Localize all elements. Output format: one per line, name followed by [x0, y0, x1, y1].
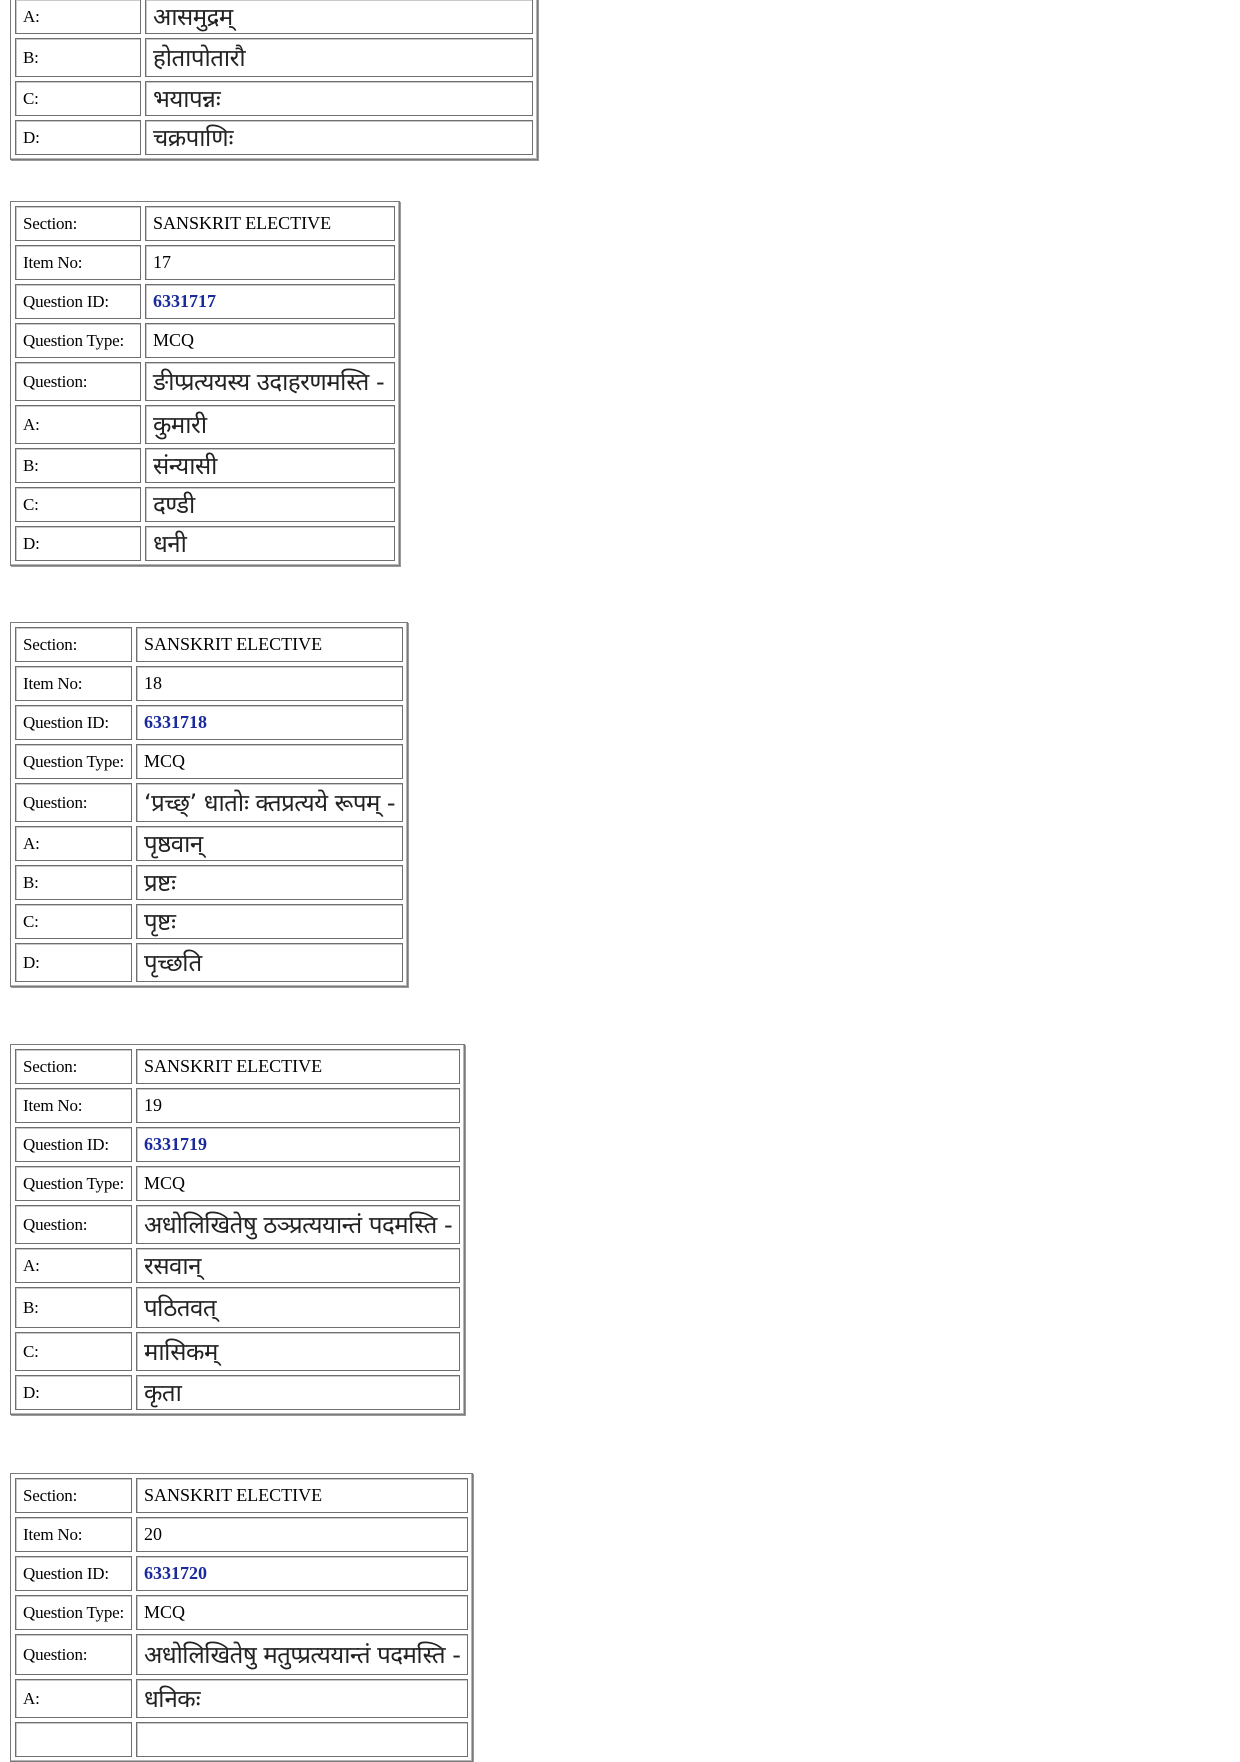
- question-type-label: Question Type:: [15, 744, 132, 779]
- option-c-label: C:: [15, 487, 141, 522]
- option-a-value: रसवान्: [136, 1248, 460, 1283]
- question-id-label: Question ID:: [15, 705, 132, 740]
- option-c-label: C:: [15, 1332, 132, 1371]
- option-a-label: A:: [15, 1248, 132, 1283]
- option-d-label: D:: [15, 1375, 132, 1410]
- item-no-label: Item No:: [15, 1517, 132, 1552]
- question-label: Question:: [15, 783, 132, 822]
- question-type-label: Question Type:: [15, 1166, 132, 1201]
- option-b-value: होतापोतारौ: [145, 38, 533, 77]
- option-b-value: प्रष्टः: [136, 865, 403, 900]
- question-table-19: [10, 1044, 465, 1415]
- option-a-label: A:: [15, 405, 141, 444]
- option-b-value: संन्यासी: [145, 448, 395, 483]
- question-type-value: MCQ: [145, 323, 395, 358]
- question-id-value: 6331717: [145, 284, 395, 319]
- option-b-label: B:: [15, 448, 141, 483]
- question-table-18: [10, 622, 408, 987]
- question-id-label: Question ID:: [15, 1127, 132, 1162]
- section-label: Section:: [15, 206, 141, 241]
- option-d-label: D:: [15, 120, 141, 155]
- item-no-value: 19: [136, 1088, 460, 1123]
- option-b-value: पठितवत्: [136, 1287, 460, 1328]
- question-type-label: Question Type:: [15, 323, 141, 358]
- section-value: SANSKRIT ELECTIVE: [136, 1478, 468, 1513]
- option-b-label: B:: [15, 1287, 132, 1328]
- question-id-label: Question ID:: [15, 1556, 132, 1591]
- item-no-label: Item No:: [15, 245, 141, 280]
- question-text: ङीप्प्रत्ययस्य उदाहरणमस्ति -: [145, 362, 395, 401]
- question-table-20: [10, 1473, 473, 1762]
- item-no-value: 18: [136, 666, 403, 701]
- question-text: ‘प्रच्छ्’ धातोः क्तप्रत्यये रूपम् -: [136, 783, 403, 822]
- section-label: Section:: [15, 1478, 132, 1513]
- option-d-value: पृच्छति: [136, 943, 403, 982]
- option-d-value: कृता: [136, 1375, 460, 1410]
- question-label: Question:: [15, 1205, 132, 1244]
- question-label: Question:: [15, 362, 141, 401]
- item-no-value: 17: [145, 245, 395, 280]
- option-c-value: पृष्टः: [136, 904, 403, 939]
- option-c-value: मासिकम्: [136, 1332, 460, 1371]
- item-no-label: Item No:: [15, 666, 132, 701]
- section-value: SANSKRIT ELECTIVE: [136, 1049, 460, 1084]
- option-a-value: पृष्ठवान्: [136, 826, 403, 861]
- option-a-label: A:: [15, 1679, 132, 1718]
- option-a-value: आसमुद्रम्: [145, 0, 533, 34]
- option-b-label: B:: [15, 38, 141, 77]
- section-label: Section:: [15, 627, 132, 662]
- option-a-value: धनिकः: [136, 1679, 468, 1718]
- option-b-label: [15, 1722, 132, 1757]
- question-type-label: Question Type:: [15, 1595, 132, 1630]
- option-a-value: कुमारी: [145, 405, 395, 444]
- question-type-value: MCQ: [136, 1595, 468, 1630]
- question-type-value: MCQ: [136, 744, 403, 779]
- question-table-16-partial: [10, 0, 538, 160]
- question-type-value: MCQ: [136, 1166, 460, 1201]
- option-d-value: धनी: [145, 526, 395, 561]
- question-id-value: 6331719: [136, 1127, 460, 1162]
- section-value: SANSKRIT ELECTIVE: [145, 206, 395, 241]
- option-c-label: C:: [15, 904, 132, 939]
- section-value: SANSKRIT ELECTIVE: [136, 627, 403, 662]
- question-id-label: Question ID:: [15, 284, 141, 319]
- section-label: Section:: [15, 1049, 132, 1084]
- option-c-label: C:: [15, 81, 141, 116]
- option-c-value: भयापन्नः: [145, 81, 533, 116]
- question-id-value: 6331720: [136, 1556, 468, 1591]
- question-label: Question:: [15, 1634, 132, 1675]
- item-no-value: 20: [136, 1517, 468, 1552]
- option-c-value: दण्डी: [145, 487, 395, 522]
- item-no-label: Item No:: [15, 1088, 132, 1123]
- question-text: अधोलिखितेषु ठञ्प्रत्ययान्तं पदमस्ति -: [136, 1205, 460, 1244]
- option-d-label: D:: [15, 943, 132, 982]
- option-a-label: A:: [15, 826, 132, 861]
- question-text: अधोलिखितेषु मतुप्प्रत्ययान्तं पदमस्ति -: [136, 1634, 468, 1675]
- option-b-value: [136, 1722, 468, 1757]
- option-b-label: B:: [15, 865, 132, 900]
- option-d-value: चक्रपाणिः: [145, 120, 533, 155]
- option-a-label: A:: [15, 0, 141, 34]
- question-id-value: 6331718: [136, 705, 403, 740]
- question-table-17: [10, 201, 400, 566]
- option-d-label: D:: [15, 526, 141, 561]
